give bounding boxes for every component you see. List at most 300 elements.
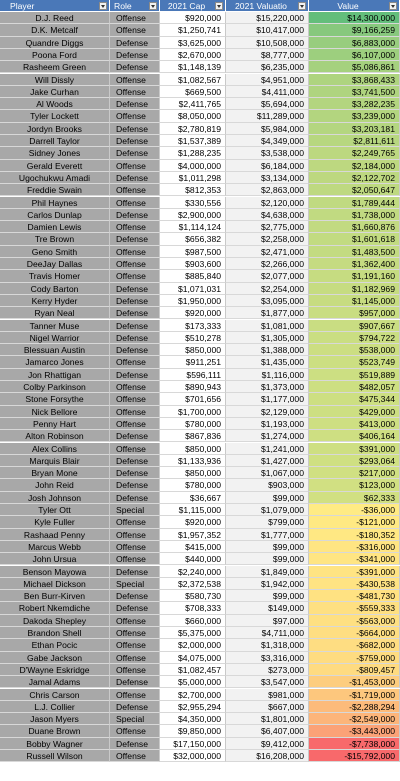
- cell-value[interactable]: -$316,000: [309, 541, 400, 553]
- cell-player[interactable]: Duane Brown: [0, 725, 110, 737]
- cell-valuation[interactable]: $2,775,000: [226, 221, 309, 233]
- cell-player[interactable]: Benson Mayowa: [0, 566, 110, 578]
- cell-role[interactable]: Offense: [110, 689, 160, 701]
- table-row[interactable]: [0, 381, 400, 393]
- table-row[interactable]: [0, 356, 400, 368]
- cell-cap[interactable]: $1,115,000: [160, 504, 226, 516]
- cell-role[interactable]: Defense: [110, 61, 160, 73]
- cell-value[interactable]: $429,000: [309, 406, 400, 418]
- cell-player[interactable]: Carlos Dunlap: [0, 209, 110, 221]
- cell-role[interactable]: Offense: [110, 615, 160, 627]
- cell-role[interactable]: Offense: [110, 86, 160, 98]
- cell-valuation[interactable]: $1,193,000: [226, 418, 309, 430]
- table-row[interactable]: [0, 418, 400, 430]
- cell-cap[interactable]: $1,957,352: [160, 529, 226, 541]
- table-row[interactable]: [0, 320, 400, 332]
- cell-valuation[interactable]: $99,000: [226, 541, 309, 553]
- header-valuation[interactable]: [226, 0, 309, 12]
- cell-player[interactable]: Ugochukwu Amadi: [0, 172, 110, 184]
- cell-player[interactable]: Michael Dickson: [0, 578, 110, 590]
- cell-player[interactable]: L.J. Collier: [0, 701, 110, 713]
- cell-value[interactable]: -$121,000: [309, 516, 400, 528]
- cell-valuation[interactable]: $2,863,000: [226, 184, 309, 196]
- cell-role[interactable]: Defense: [110, 283, 160, 295]
- cell-player[interactable]: Freddie Swain: [0, 184, 110, 196]
- cell-valuation[interactable]: $2,129,000: [226, 406, 309, 418]
- cell-valuation[interactable]: $1,116,000: [226, 369, 309, 381]
- cell-value[interactable]: -$341,000: [309, 553, 400, 565]
- cell-role[interactable]: Defense: [110, 369, 160, 381]
- table-row[interactable]: [0, 516, 400, 528]
- cell-player[interactable]: Jordyn Brooks: [0, 123, 110, 135]
- cell-valuation[interactable]: $1,801,000: [226, 713, 309, 725]
- cell-player[interactable]: Tyler Ott: [0, 504, 110, 516]
- cell-cap[interactable]: $440,000: [160, 553, 226, 565]
- cell-role[interactable]: Offense: [110, 160, 160, 172]
- cell-cap[interactable]: $2,240,000: [160, 566, 226, 578]
- cell-valuation[interactable]: $2,254,000: [226, 283, 309, 295]
- cell-valuation[interactable]: $1,435,000: [226, 356, 309, 368]
- cell-value[interactable]: $9,166,259: [309, 24, 400, 36]
- cell-value[interactable]: $3,239,000: [309, 110, 400, 122]
- cell-player[interactable]: D'Wayne Eskridge: [0, 664, 110, 676]
- cell-role[interactable]: Defense: [110, 344, 160, 356]
- table-row[interactable]: [0, 701, 400, 713]
- cell-value[interactable]: $3,203,181: [309, 123, 400, 135]
- cell-cap[interactable]: $2,372,538: [160, 578, 226, 590]
- cell-player[interactable]: Tyler Lockett: [0, 110, 110, 122]
- cell-player[interactable]: Jamal Adams: [0, 676, 110, 688]
- cell-value[interactable]: -$7,738,000: [309, 738, 400, 750]
- table-row[interactable]: [0, 332, 400, 344]
- cell-role[interactable]: Defense: [110, 233, 160, 245]
- cell-player[interactable]: Ryan Neal: [0, 307, 110, 319]
- cell-valuation[interactable]: $5,984,000: [226, 123, 309, 135]
- cell-valuation[interactable]: $6,235,000: [226, 61, 309, 73]
- cell-valuation[interactable]: $3,538,000: [226, 147, 309, 159]
- cell-value[interactable]: -$1,453,000: [309, 676, 400, 688]
- cell-valuation[interactable]: $2,077,000: [226, 270, 309, 282]
- cell-valuation[interactable]: $799,000: [226, 516, 309, 528]
- cell-value[interactable]: $1,182,969: [309, 283, 400, 295]
- cell-role[interactable]: Defense: [110, 479, 160, 491]
- cell-value[interactable]: $391,000: [309, 443, 400, 455]
- cell-role[interactable]: Offense: [110, 406, 160, 418]
- cell-valuation[interactable]: $1,305,000: [226, 332, 309, 344]
- cell-value[interactable]: $907,667: [309, 320, 400, 332]
- cell-role[interactable]: Offense: [110, 270, 160, 282]
- cell-cap[interactable]: $2,411,765: [160, 98, 226, 110]
- cell-valuation[interactable]: $6,407,000: [226, 725, 309, 737]
- cell-cap[interactable]: $850,000: [160, 467, 226, 479]
- cell-cap[interactable]: $1,700,000: [160, 406, 226, 418]
- cell-valuation[interactable]: $3,316,000: [226, 652, 309, 664]
- cell-role[interactable]: Offense: [110, 553, 160, 565]
- cell-player[interactable]: Travis Homer: [0, 270, 110, 282]
- cell-player[interactable]: Darrell Taylor: [0, 135, 110, 147]
- cell-value[interactable]: -$559,333: [309, 602, 400, 614]
- cell-valuation[interactable]: $1,241,000: [226, 443, 309, 455]
- cell-value[interactable]: $3,868,433: [309, 74, 400, 86]
- cell-value[interactable]: -$682,000: [309, 639, 400, 651]
- table-row[interactable]: [0, 639, 400, 651]
- cell-player[interactable]: Phil Haynes: [0, 197, 110, 209]
- cell-value[interactable]: $2,122,702: [309, 172, 400, 184]
- cell-role[interactable]: Offense: [110, 393, 160, 405]
- cell-cap[interactable]: $330,556: [160, 197, 226, 209]
- cell-player[interactable]: D.K. Metcalf: [0, 24, 110, 36]
- cell-role[interactable]: Offense: [110, 541, 160, 553]
- cell-player[interactable]: Marcus Webb: [0, 541, 110, 553]
- table-row[interactable]: [0, 37, 400, 49]
- cell-role[interactable]: Offense: [110, 639, 160, 651]
- cell-cap[interactable]: $1,250,741: [160, 24, 226, 36]
- cell-player[interactable]: Jon Rhattigan: [0, 369, 110, 381]
- table-row[interactable]: [0, 160, 400, 172]
- cell-player[interactable]: Nigel Warrior: [0, 332, 110, 344]
- cell-valuation[interactable]: $1,427,000: [226, 455, 309, 467]
- cell-player[interactable]: Jason Myers: [0, 713, 110, 725]
- cell-valuation[interactable]: $273,000: [226, 664, 309, 676]
- cell-value[interactable]: $957,000: [309, 307, 400, 319]
- cell-player[interactable]: Bryan Mone: [0, 467, 110, 479]
- cell-value[interactable]: -$180,352: [309, 529, 400, 541]
- header-value[interactable]: [309, 0, 400, 12]
- table-row[interactable]: [0, 233, 400, 245]
- cell-player[interactable]: Josh Johnson: [0, 492, 110, 504]
- table-row[interactable]: [0, 578, 400, 590]
- cell-valuation[interactable]: $1,079,000: [226, 504, 309, 516]
- cell-player[interactable]: Tanner Muse: [0, 320, 110, 332]
- cell-role[interactable]: Offense: [110, 221, 160, 233]
- table-row[interactable]: [0, 492, 400, 504]
- cell-cap[interactable]: $1,071,031: [160, 283, 226, 295]
- cell-cap[interactable]: $2,700,000: [160, 689, 226, 701]
- cell-value[interactable]: -$664,000: [309, 627, 400, 639]
- cell-cap[interactable]: $510,278: [160, 332, 226, 344]
- table-row[interactable]: [0, 627, 400, 639]
- cell-valuation[interactable]: $4,638,000: [226, 209, 309, 221]
- cell-value[interactable]: -$481,730: [309, 590, 400, 602]
- cell-cap[interactable]: $1,082,567: [160, 74, 226, 86]
- cell-value[interactable]: $3,282,235: [309, 98, 400, 110]
- cell-valuation[interactable]: $5,694,000: [226, 98, 309, 110]
- cell-valuation[interactable]: $1,177,000: [226, 393, 309, 405]
- cell-value[interactable]: -$1,719,000: [309, 689, 400, 701]
- cell-role[interactable]: Defense: [110, 676, 160, 688]
- header-cap[interactable]: [160, 0, 226, 12]
- cell-role[interactable]: Offense: [110, 24, 160, 36]
- cell-role[interactable]: Defense: [110, 147, 160, 159]
- cell-valuation[interactable]: $2,471,000: [226, 246, 309, 258]
- cell-valuation[interactable]: $97,000: [226, 615, 309, 627]
- cell-value[interactable]: $5,086,861: [309, 61, 400, 73]
- table-row[interactable]: [0, 74, 400, 86]
- cell-role[interactable]: Defense: [110, 430, 160, 442]
- filter-dropdown-icon[interactable]: [215, 2, 223, 10]
- cell-valuation[interactable]: $1,067,000: [226, 467, 309, 479]
- cell-role[interactable]: Defense: [110, 738, 160, 750]
- cell-cap[interactable]: $1,288,235: [160, 147, 226, 159]
- cell-value[interactable]: $1,191,160: [309, 270, 400, 282]
- cell-role[interactable]: Special: [110, 713, 160, 725]
- cell-cap[interactable]: $850,000: [160, 344, 226, 356]
- cell-cap[interactable]: $911,251: [160, 356, 226, 368]
- cell-value[interactable]: -$2,288,294: [309, 701, 400, 713]
- cell-valuation[interactable]: $4,349,000: [226, 135, 309, 147]
- cell-value[interactable]: -$15,792,000: [309, 750, 400, 762]
- table-row[interactable]: [0, 504, 400, 516]
- cell-cap[interactable]: $780,000: [160, 479, 226, 491]
- cell-valuation[interactable]: $981,000: [226, 689, 309, 701]
- cell-player[interactable]: Russell Wilson: [0, 750, 110, 762]
- cell-player[interactable]: Dakoda Shepley: [0, 615, 110, 627]
- cell-role[interactable]: Offense: [110, 184, 160, 196]
- cell-player[interactable]: Rashaad Penny: [0, 529, 110, 541]
- cell-valuation[interactable]: $2,120,000: [226, 197, 309, 209]
- cell-role[interactable]: Offense: [110, 750, 160, 762]
- cell-player[interactable]: Alton Robinson: [0, 430, 110, 442]
- cell-cap[interactable]: $415,000: [160, 541, 226, 553]
- cell-valuation[interactable]: $99,000: [226, 590, 309, 602]
- cell-cap[interactable]: $5,000,000: [160, 676, 226, 688]
- cell-player[interactable]: Ethan Pocic: [0, 639, 110, 651]
- cell-value[interactable]: -$430,538: [309, 578, 400, 590]
- cell-valuation[interactable]: $99,000: [226, 553, 309, 565]
- cell-cap[interactable]: $4,000,000: [160, 160, 226, 172]
- cell-valuation[interactable]: $16,208,000: [226, 750, 309, 762]
- table-row[interactable]: [0, 467, 400, 479]
- cell-cap[interactable]: $2,780,819: [160, 123, 226, 135]
- cell-valuation[interactable]: $1,942,000: [226, 578, 309, 590]
- cell-value[interactable]: -$563,000: [309, 615, 400, 627]
- cell-valuation[interactable]: $11,289,000: [226, 110, 309, 122]
- cell-cap[interactable]: $8,050,000: [160, 110, 226, 122]
- cell-player[interactable]: Will Dissly: [0, 74, 110, 86]
- cell-value[interactable]: $406,164: [309, 430, 400, 442]
- cell-cap[interactable]: $920,000: [160, 12, 226, 24]
- cell-value[interactable]: $1,483,500: [309, 246, 400, 258]
- table-row[interactable]: [0, 615, 400, 627]
- cell-value[interactable]: $2,184,000: [309, 160, 400, 172]
- table-row[interactable]: [0, 713, 400, 725]
- table-row[interactable]: [0, 24, 400, 36]
- cell-cap[interactable]: $701,656: [160, 393, 226, 405]
- cell-cap[interactable]: $780,000: [160, 418, 226, 430]
- table-row[interactable]: [0, 283, 400, 295]
- cell-role[interactable]: Offense: [110, 74, 160, 86]
- cell-value[interactable]: $2,811,611: [309, 135, 400, 147]
- cell-role[interactable]: Offense: [110, 258, 160, 270]
- cell-cap[interactable]: $708,333: [160, 602, 226, 614]
- cell-value[interactable]: $482,057: [309, 381, 400, 393]
- cell-player[interactable]: Jamarco Jones: [0, 356, 110, 368]
- table-row[interactable]: [0, 652, 400, 664]
- cell-valuation[interactable]: $4,711,000: [226, 627, 309, 639]
- cell-player[interactable]: John Reid: [0, 479, 110, 491]
- cell-value[interactable]: $14,300,000: [309, 12, 400, 24]
- cell-cap[interactable]: $885,840: [160, 270, 226, 282]
- cell-cap[interactable]: $1,082,457: [160, 664, 226, 676]
- cell-role[interactable]: Defense: [110, 701, 160, 713]
- table-row[interactable]: [0, 406, 400, 418]
- cell-player[interactable]: Kyle Fuller: [0, 516, 110, 528]
- cell-valuation[interactable]: $2,258,000: [226, 233, 309, 245]
- cell-value[interactable]: $538,000: [309, 344, 400, 356]
- cell-valuation[interactable]: $3,095,000: [226, 295, 309, 307]
- cell-cap[interactable]: $1,950,000: [160, 295, 226, 307]
- cell-cap[interactable]: $867,836: [160, 430, 226, 442]
- cell-role[interactable]: Offense: [110, 529, 160, 541]
- cell-value[interactable]: -$809,457: [309, 664, 400, 676]
- cell-cap[interactable]: $596,111: [160, 369, 226, 381]
- cell-cap[interactable]: $2,955,294: [160, 701, 226, 713]
- cell-value[interactable]: $123,000: [309, 479, 400, 491]
- table-row[interactable]: [0, 479, 400, 491]
- cell-role[interactable]: Defense: [110, 295, 160, 307]
- cell-player[interactable]: D.J. Reed: [0, 12, 110, 24]
- table-row[interactable]: [0, 49, 400, 61]
- cell-player[interactable]: Brandon Shell: [0, 627, 110, 639]
- table-row[interactable]: [0, 750, 400, 762]
- table-row[interactable]: [0, 184, 400, 196]
- cell-value[interactable]: -$3,443,000: [309, 725, 400, 737]
- cell-value[interactable]: $1,362,400: [309, 258, 400, 270]
- table-row[interactable]: [0, 61, 400, 73]
- cell-cap[interactable]: $987,500: [160, 246, 226, 258]
- cell-player[interactable]: Poona Ford: [0, 49, 110, 61]
- cell-value[interactable]: $2,249,765: [309, 147, 400, 159]
- cell-player[interactable]: Bobby Wagner: [0, 738, 110, 750]
- cell-cap[interactable]: $920,000: [160, 516, 226, 528]
- cell-value[interactable]: $794,722: [309, 332, 400, 344]
- cell-role[interactable]: Defense: [110, 98, 160, 110]
- cell-value[interactable]: $1,601,618: [309, 233, 400, 245]
- table-row[interactable]: [0, 553, 400, 565]
- cell-cap[interactable]: $4,075,000: [160, 652, 226, 664]
- table-row[interactable]: [0, 307, 400, 319]
- cell-cap[interactable]: $1,114,124: [160, 221, 226, 233]
- table-row[interactable]: [0, 147, 400, 159]
- cell-valuation[interactable]: $1,081,000: [226, 320, 309, 332]
- cell-valuation[interactable]: $99,000: [226, 492, 309, 504]
- table-row[interactable]: [0, 393, 400, 405]
- cell-value[interactable]: $6,107,000: [309, 49, 400, 61]
- header-role[interactable]: [110, 0, 160, 12]
- cell-player[interactable]: Cody Barton: [0, 283, 110, 295]
- table-row[interactable]: [0, 209, 400, 221]
- cell-player[interactable]: Penny Hart: [0, 418, 110, 430]
- table-row[interactable]: [0, 443, 400, 455]
- cell-cap[interactable]: $32,000,000: [160, 750, 226, 762]
- table-row[interactable]: [0, 258, 400, 270]
- cell-cap[interactable]: $36,667: [160, 492, 226, 504]
- cell-valuation[interactable]: $667,000: [226, 701, 309, 713]
- cell-cap[interactable]: $812,353: [160, 184, 226, 196]
- cell-role[interactable]: Defense: [110, 455, 160, 467]
- table-row[interactable]: [0, 738, 400, 750]
- table-row[interactable]: [0, 344, 400, 356]
- table-row[interactable]: [0, 295, 400, 307]
- cell-valuation[interactable]: $903,000: [226, 479, 309, 491]
- cell-valuation[interactable]: $1,388,000: [226, 344, 309, 356]
- cell-player[interactable]: Colby Parkinson: [0, 381, 110, 393]
- cell-player[interactable]: Kerry Hyder: [0, 295, 110, 307]
- cell-role[interactable]: Special: [110, 578, 160, 590]
- cell-role[interactable]: Offense: [110, 418, 160, 430]
- table-row[interactable]: [0, 197, 400, 209]
- table-row[interactable]: [0, 123, 400, 135]
- table-row[interactable]: [0, 270, 400, 282]
- cell-player[interactable]: Tre Brown: [0, 233, 110, 245]
- cell-role[interactable]: Offense: [110, 110, 160, 122]
- header-player[interactable]: [0, 0, 110, 12]
- cell-value[interactable]: $523,749: [309, 356, 400, 368]
- cell-player[interactable]: Al Woods: [0, 98, 110, 110]
- table-row[interactable]: [0, 566, 400, 578]
- cell-role[interactable]: Offense: [110, 664, 160, 676]
- table-row[interactable]: [0, 246, 400, 258]
- cell-role[interactable]: Defense: [110, 307, 160, 319]
- cell-role[interactable]: Offense: [110, 627, 160, 639]
- cell-cap[interactable]: $850,000: [160, 443, 226, 455]
- table-row[interactable]: [0, 172, 400, 184]
- cell-valuation[interactable]: $4,951,000: [226, 74, 309, 86]
- cell-role[interactable]: Offense: [110, 652, 160, 664]
- cell-role[interactable]: Offense: [110, 381, 160, 393]
- table-row[interactable]: [0, 135, 400, 147]
- cell-cap[interactable]: $1,133,936: [160, 455, 226, 467]
- cell-cap[interactable]: $1,537,389: [160, 135, 226, 147]
- cell-role[interactable]: Defense: [110, 49, 160, 61]
- cell-role[interactable]: Offense: [110, 246, 160, 258]
- cell-role[interactable]: Defense: [110, 123, 160, 135]
- cell-player[interactable]: Nick Bellore: [0, 406, 110, 418]
- cell-role[interactable]: Offense: [110, 356, 160, 368]
- cell-player[interactable]: Geno Smith: [0, 246, 110, 258]
- cell-cap[interactable]: $1,148,139: [160, 61, 226, 73]
- cell-valuation[interactable]: $1,318,000: [226, 639, 309, 651]
- cell-cap[interactable]: $580,730: [160, 590, 226, 602]
- table-row[interactable]: [0, 725, 400, 737]
- cell-player[interactable]: Robert Nkemdiche: [0, 602, 110, 614]
- filter-dropdown-icon[interactable]: [99, 2, 107, 10]
- cell-valuation[interactable]: $3,547,000: [226, 676, 309, 688]
- cell-cap[interactable]: $4,350,000: [160, 713, 226, 725]
- cell-role[interactable]: Offense: [110, 197, 160, 209]
- cell-role[interactable]: Defense: [110, 602, 160, 614]
- cell-role[interactable]: Defense: [110, 320, 160, 332]
- cell-role[interactable]: Defense: [110, 492, 160, 504]
- cell-player[interactable]: John Ursua: [0, 553, 110, 565]
- cell-valuation[interactable]: $4,411,000: [226, 86, 309, 98]
- cell-player[interactable]: Blessuan Austin: [0, 344, 110, 356]
- cell-role[interactable]: Defense: [110, 172, 160, 184]
- cell-cap[interactable]: $2,900,000: [160, 209, 226, 221]
- cell-cap[interactable]: $920,000: [160, 307, 226, 319]
- cell-valuation[interactable]: $149,000: [226, 602, 309, 614]
- cell-cap[interactable]: $2,000,000: [160, 639, 226, 651]
- cell-player[interactable]: DeeJay Dallas: [0, 258, 110, 270]
- cell-cap[interactable]: $9,850,000: [160, 725, 226, 737]
- cell-cap[interactable]: $1,011,298: [160, 172, 226, 184]
- cell-value[interactable]: $475,344: [309, 393, 400, 405]
- cell-player[interactable]: Sidney Jones: [0, 147, 110, 159]
- cell-cap[interactable]: $903,600: [160, 258, 226, 270]
- cell-cap[interactable]: $173,333: [160, 320, 226, 332]
- cell-player[interactable]: Jake Curhan: [0, 86, 110, 98]
- cell-cap[interactable]: $656,382: [160, 233, 226, 245]
